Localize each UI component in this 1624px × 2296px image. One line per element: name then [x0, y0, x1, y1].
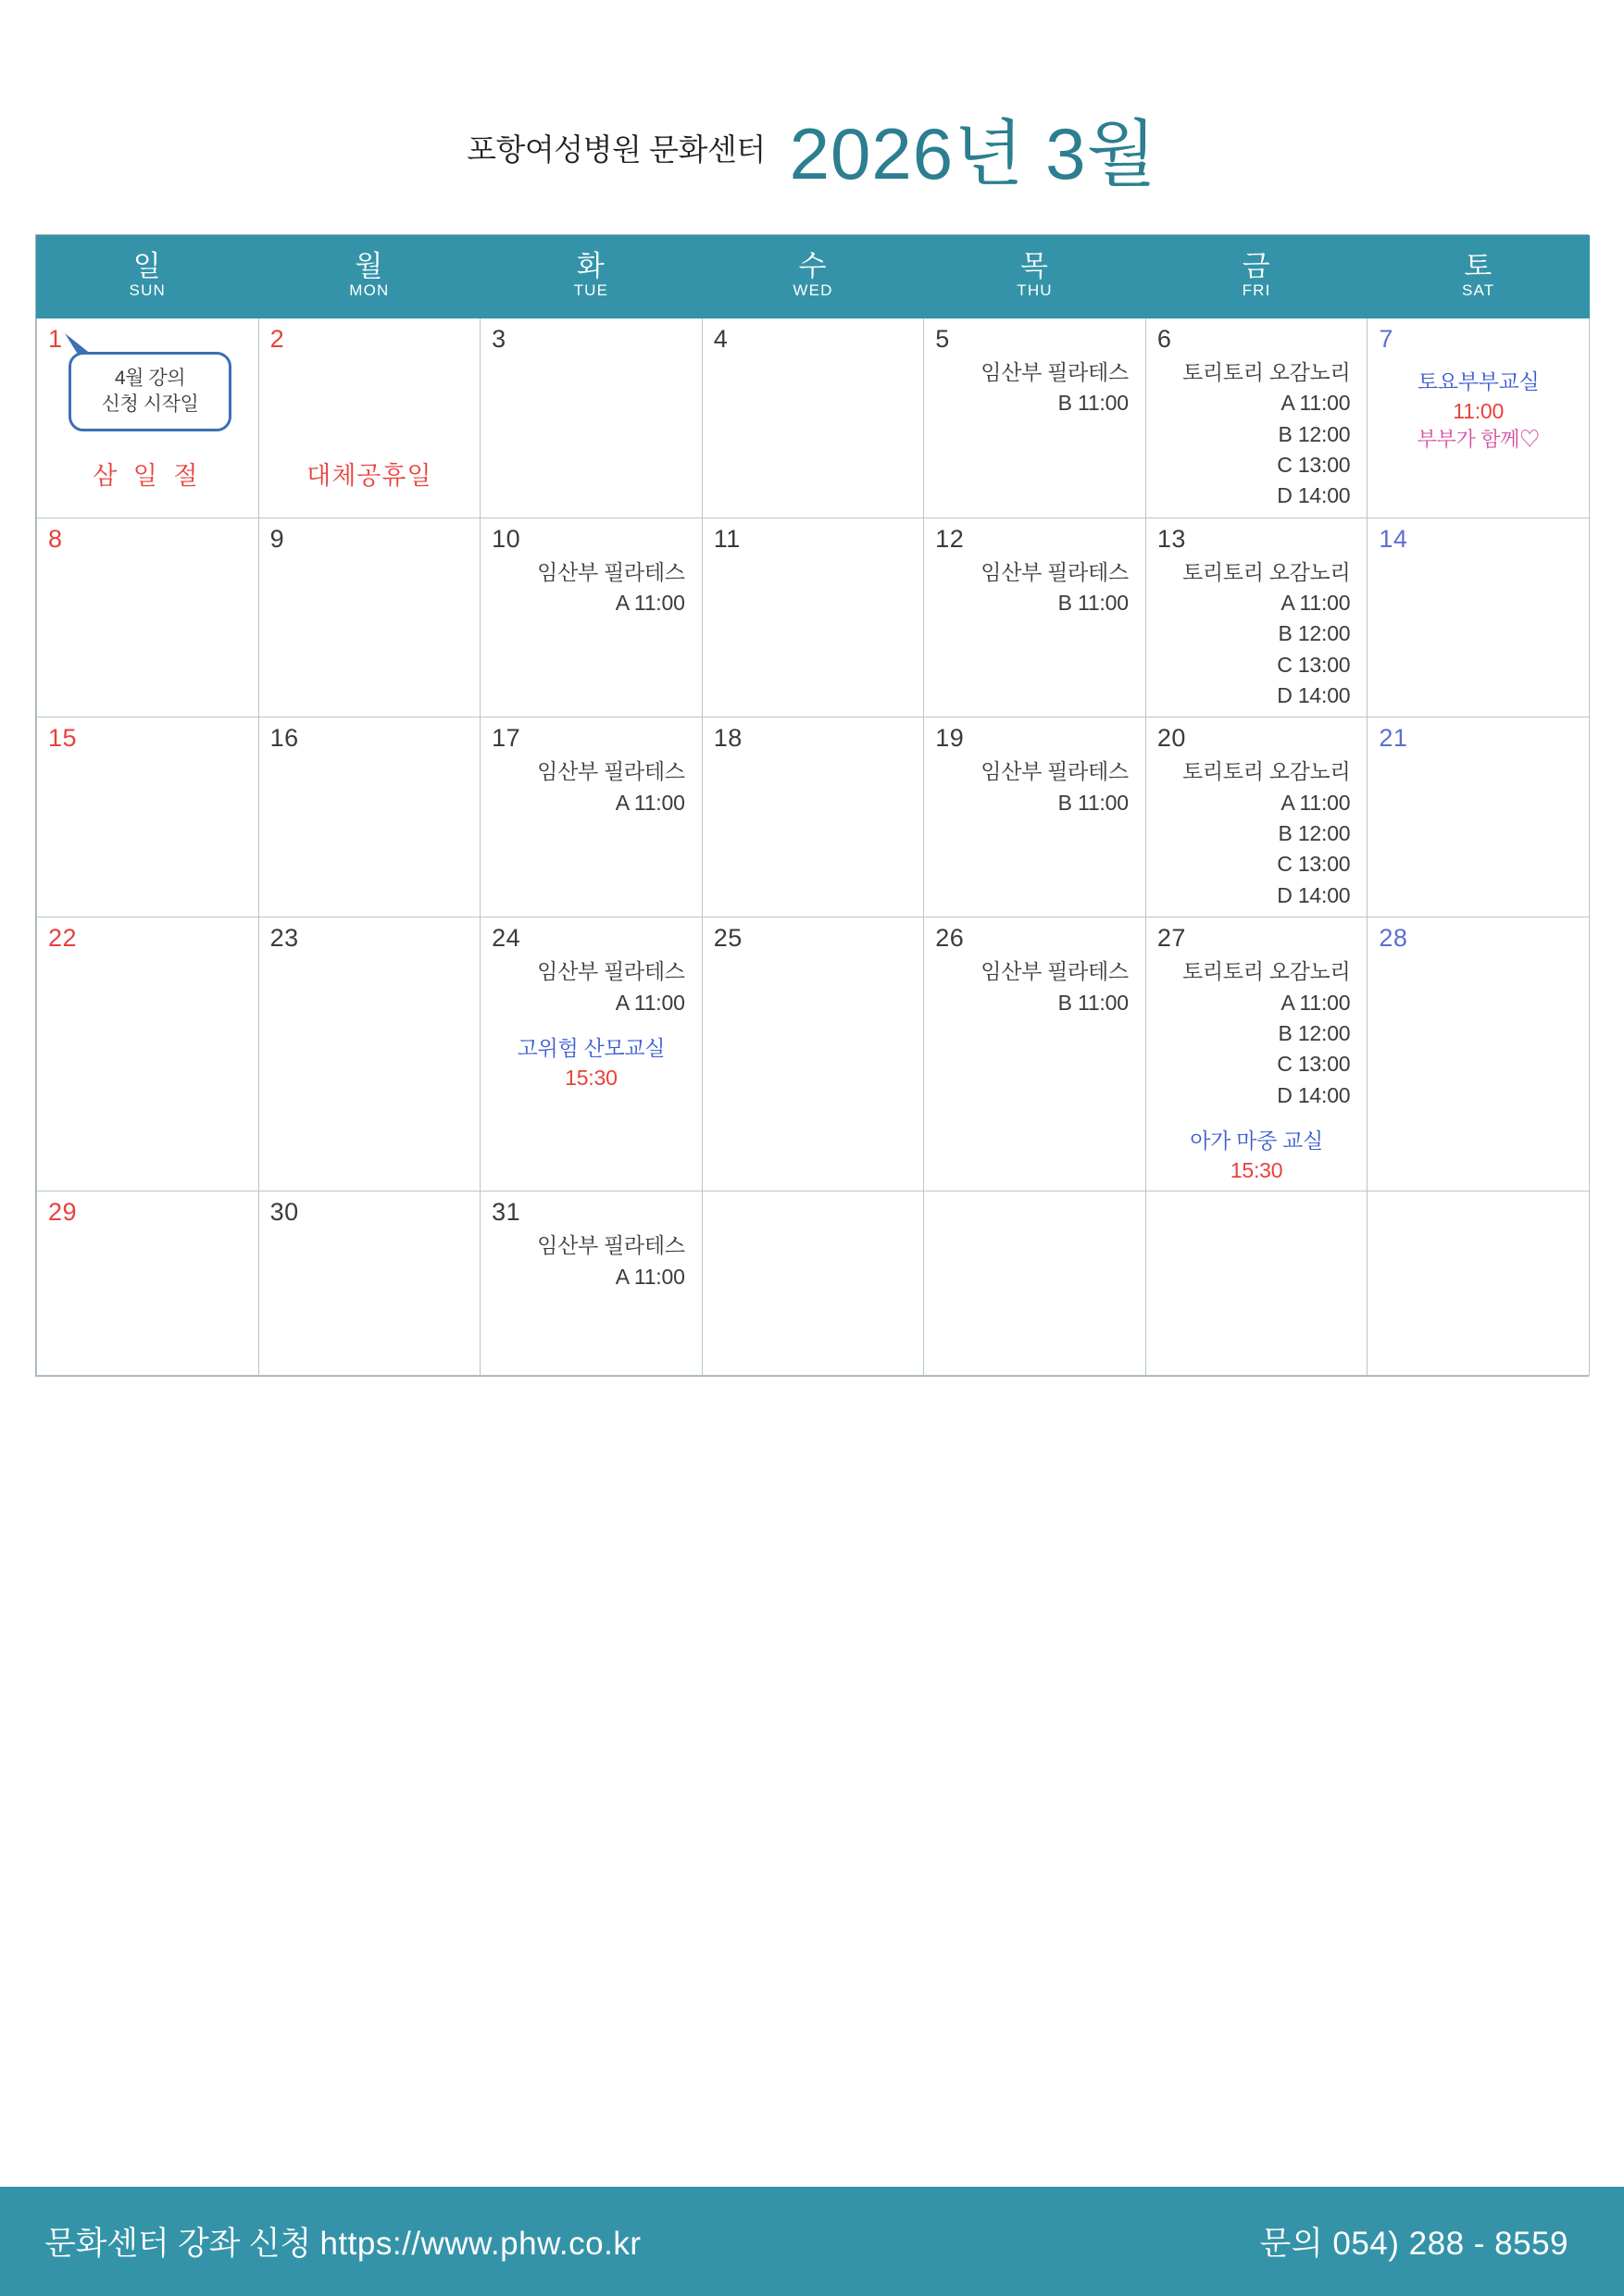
bubble-line-1: 4월 강의 — [114, 367, 186, 389]
day-cell-30[interactable] — [258, 1192, 481, 1376]
day-number: 16 — [269, 724, 299, 753]
event-time: B 12:00 — [1278, 1020, 1351, 1045]
event-title: 토리토리 오감노리 — [1181, 360, 1351, 384]
day-number: 17 — [492, 724, 521, 753]
special-event — [1379, 367, 1578, 455]
weekday-en: MON — [349, 281, 390, 300]
calendar-week-row — [37, 1192, 1590, 1376]
weekday-header-fri — [1145, 236, 1368, 318]
event-time: D 14:00 — [1277, 483, 1351, 508]
day-number: 29 — [48, 1198, 78, 1227]
footer-contact: 문의 054) 288 - 8559 — [1259, 2226, 1568, 2262]
day-number: 14 — [1379, 524, 1408, 553]
weekday-en: THU — [1017, 281, 1053, 300]
day-cell-empty — [1368, 1192, 1590, 1376]
special-event — [492, 1033, 691, 1092]
event-list — [935, 357, 1134, 419]
day-cell-10[interactable] — [481, 518, 703, 718]
event-title: 임산부 필라테스 — [981, 559, 1129, 584]
weekday-header-mon — [258, 236, 481, 318]
weekday-header-thu — [924, 236, 1146, 318]
calendar-week-row — [37, 917, 1590, 1192]
day-number: 7 — [1379, 325, 1393, 353]
special-event-title: 토요부부교실 — [1417, 369, 1540, 393]
day-cell-3[interactable] — [481, 318, 703, 518]
day-cell-6[interactable] — [1145, 318, 1368, 518]
event-time: B 11:00 — [1057, 990, 1129, 1015]
event-time: A 11:00 — [615, 1264, 685, 1289]
event-list — [1157, 956, 1356, 1111]
day-number: 26 — [935, 924, 965, 953]
weekday-header-wed — [702, 236, 924, 318]
day-number: 11 — [713, 524, 741, 553]
event-title: 토리토리 오감노리 — [1181, 759, 1351, 784]
special-event-time: 15:30 — [565, 1066, 618, 1091]
event-title: 토리토리 오감노리 — [1181, 959, 1351, 984]
event-title: 임산부 필라테스 — [981, 360, 1129, 384]
day-cell-4[interactable] — [702, 318, 924, 518]
weekday-ko: 화 — [576, 249, 606, 282]
weekday-header-tue — [481, 236, 703, 318]
day-number: 25 — [713, 924, 743, 953]
day-cell-16[interactable] — [258, 718, 481, 917]
day-cell-22[interactable] — [37, 917, 259, 1192]
day-cell-13[interactable] — [1145, 518, 1368, 718]
day-number: 22 — [48, 924, 78, 953]
weekday-header-row — [37, 236, 1590, 318]
event-title: 임산부 필라테스 — [537, 1233, 685, 1258]
event-time: C 13:00 — [1277, 852, 1351, 877]
day-cell-9[interactable] — [258, 518, 481, 718]
calendar-week-row — [37, 318, 1590, 518]
event-title: 임산부 필라테스 — [537, 759, 685, 784]
weekday-ko: 금 — [1242, 249, 1271, 282]
day-cell-11[interactable] — [702, 518, 924, 718]
day-number: 5 — [935, 325, 950, 353]
day-number: 19 — [935, 724, 965, 753]
day-cell-19[interactable] — [924, 718, 1146, 917]
weekday-header-sun — [37, 236, 259, 318]
day-number: 2 — [269, 325, 285, 353]
event-list — [492, 756, 691, 818]
event-list — [935, 557, 1134, 619]
day-cell-31[interactable] — [481, 1192, 703, 1376]
day-cell-20[interactable] — [1145, 718, 1368, 917]
day-cell-15[interactable] — [37, 718, 259, 917]
day-cell-21[interactable] — [1368, 718, 1590, 917]
day-number: 27 — [1156, 924, 1186, 953]
event-time: D 14:00 — [1277, 683, 1351, 708]
day-number: 4 — [713, 325, 729, 353]
page-header — [0, 88, 1624, 194]
weekday-en: WED — [793, 281, 833, 300]
weekday-ko: 수 — [798, 249, 828, 282]
day-cell-26[interactable] — [924, 917, 1146, 1192]
weekday-en: TUE — [573, 281, 609, 300]
event-time: A 11:00 — [1280, 591, 1351, 616]
page-title: 2026년 3월 — [789, 113, 1157, 194]
event-time: A 11:00 — [1280, 391, 1351, 416]
event-time: D 14:00 — [1277, 1082, 1351, 1107]
day-number: 6 — [1156, 325, 1172, 353]
footer-url[interactable]: https://www.phw.co.kr — [319, 2226, 642, 2262]
event-list — [935, 756, 1134, 818]
calendar-grid — [35, 234, 1589, 1377]
day-number: 3 — [492, 325, 506, 353]
day-number: 31 — [492, 1198, 521, 1227]
event-time: A 11:00 — [615, 591, 685, 616]
weekday-en: SUN — [129, 281, 167, 300]
weekday-en: SAT — [1461, 281, 1495, 300]
event-title: 임산부 필라테스 — [537, 559, 685, 584]
special-event-time: 11:00 — [1453, 399, 1505, 424]
holiday-label: 대체공휴일 — [306, 462, 432, 490]
event-list — [1157, 756, 1356, 911]
day-cell-5[interactable] — [924, 318, 1146, 518]
day-cell-18[interactable] — [702, 718, 924, 917]
day-cell-8[interactable] — [37, 518, 259, 718]
day-number: 9 — [269, 524, 285, 553]
day-number: 21 — [1379, 724, 1408, 753]
day-cell-25[interactable] — [702, 917, 924, 1192]
event-title: 토리토리 오감노리 — [1181, 559, 1351, 584]
special-event-title: 아가 마중 교실 — [1190, 1128, 1323, 1153]
event-time: D 14:00 — [1277, 882, 1351, 907]
weekday-header-sat — [1368, 236, 1590, 318]
event-list — [492, 1230, 691, 1292]
day-cell-14[interactable] — [1368, 518, 1590, 718]
event-time: B 11:00 — [1057, 790, 1129, 815]
day-number: 12 — [935, 524, 965, 553]
bubble-line-2: 신청 시작일 — [101, 393, 199, 415]
event-title: 임산부 필라테스 — [981, 959, 1129, 984]
weekday-ko: 월 — [355, 249, 384, 282]
event-list — [935, 956, 1134, 1018]
special-event — [1157, 1126, 1356, 1185]
event-title: 임산부 필라테스 — [537, 959, 685, 984]
calendar-week-row — [37, 518, 1590, 718]
day-number: 8 — [48, 524, 63, 553]
footer-registration-label: 문화센터 강좌 신청 — [44, 2226, 311, 2262]
event-time: B 12:00 — [1278, 821, 1351, 846]
day-cell-2[interactable] — [258, 318, 481, 518]
event-time: A 11:00 — [615, 790, 685, 815]
special-event-title: 고위험 산모교실 — [517, 1035, 666, 1060]
day-number: 10 — [492, 524, 521, 553]
event-list — [1157, 557, 1356, 712]
calendar-week-row — [37, 718, 1590, 917]
day-cell-1[interactable] — [37, 318, 259, 518]
weekday-ko: 일 — [132, 249, 162, 282]
event-time: B 12:00 — [1278, 621, 1351, 646]
day-number: 20 — [1156, 724, 1186, 753]
day-cell-12[interactable] — [924, 518, 1146, 718]
holiday-label: 삼 일 절 — [93, 462, 203, 490]
special-event-note: 부부가 함께♡ — [1417, 428, 1540, 452]
event-title: 임산부 필라테스 — [981, 759, 1129, 784]
weekday-ko: 목 — [1020, 249, 1049, 282]
day-cell-24[interactable] — [481, 917, 703, 1192]
header-subtitle: 포항여성병원 문화센터 — [467, 132, 766, 167]
event-list — [1157, 357, 1356, 512]
day-cell-empty — [702, 1192, 924, 1376]
event-time: C 13:00 — [1277, 652, 1351, 677]
event-list — [492, 557, 691, 619]
day-cell-28[interactable] — [1368, 917, 1590, 1192]
page-footer — [0, 2187, 1624, 2296]
day-cell-7[interactable] — [1368, 318, 1590, 518]
day-number: 24 — [492, 924, 521, 953]
day-cell-empty — [1145, 1192, 1368, 1376]
day-number: 28 — [1379, 924, 1408, 953]
day-cell-23[interactable] — [258, 917, 481, 1192]
day-cell-empty — [924, 1192, 1146, 1376]
day-number: 13 — [1156, 524, 1186, 553]
day-number: 18 — [713, 724, 743, 753]
footer-registration — [44, 2218, 642, 2265]
event-time: C 13:00 — [1277, 453, 1351, 478]
event-time: A 11:00 — [1280, 790, 1351, 815]
event-time: B 11:00 — [1057, 591, 1129, 616]
notice-bubble — [69, 352, 231, 431]
day-number: 30 — [269, 1198, 299, 1227]
weekday-en: FRI — [1242, 281, 1271, 300]
day-cell-27[interactable] — [1145, 917, 1368, 1192]
day-number: 1 — [48, 325, 63, 353]
day-number: 23 — [269, 924, 299, 953]
event-list — [492, 956, 691, 1018]
event-time: A 11:00 — [1280, 990, 1351, 1015]
event-time: B 12:00 — [1278, 421, 1351, 446]
special-event-time: 15:30 — [1230, 1158, 1283, 1183]
day-cell-29[interactable] — [37, 1192, 259, 1376]
day-number: 15 — [48, 724, 78, 753]
event-time: A 11:00 — [615, 990, 685, 1015]
day-cell-17[interactable] — [481, 718, 703, 917]
event-time: C 13:00 — [1277, 1052, 1351, 1077]
weekday-ko: 토 — [1464, 249, 1493, 282]
event-time: B 11:00 — [1057, 391, 1129, 416]
